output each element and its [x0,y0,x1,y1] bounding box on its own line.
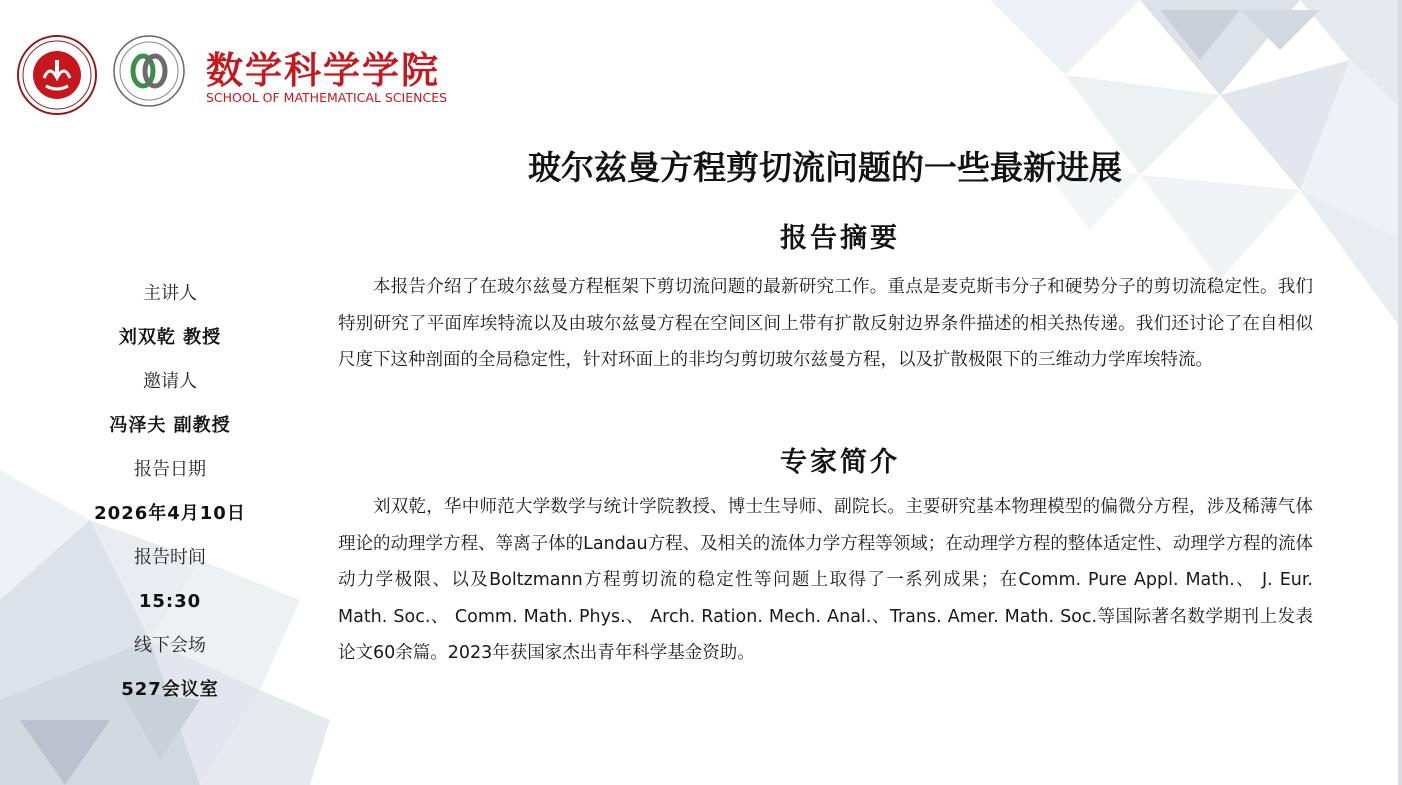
venue-value: 527会议室 [121,679,219,700]
event-info [70,272,270,712]
school-name-english: SCHOOL OF MATHEMATICAL SCIENCES [206,90,448,105]
time-value: 15:30 [138,591,202,612]
venue-label: 线下会场 [134,635,206,656]
university-seal-icon [16,34,98,116]
page-title: 玻尔兹曼方程剪切流问题的一些最新进展 [528,148,1122,187]
speaker-label: 主讲人 [143,283,197,304]
school-emblem-icon [112,34,186,108]
date-value: 2026年4月10日 [94,503,246,524]
time-label: 报告时间 [134,547,206,568]
abstract-heading: 报告摘要 [780,223,900,254]
host-label: 邀请人 [143,371,197,392]
speaker-name: 刘双乾 教授 [118,327,222,348]
bio-heading: 专家简介 [780,447,900,478]
bio-text: 刘双乾，华中师范大学数学与统计学院教授、博士生导师、副院长。主要研究基本物理模型的偏微分方程，涉及稀薄气体理论的动理学方程、等离子体的Landau方程、及相关的流体力学方程等领域；在动理学方程的整体适定性、动理学方程的流体动力学极限、以及Boltzmann方程剪切流的稳定性等问题上取得了一系列成果；在Comm. Pure Appl. Math.、 J. Eur. Math. Soc.、 Comm. Math. Phys.、 Arch. Ration. Mech. Anal.、Trans. Amer. Math. Soc.等国际著名数学期刊上发表论文60余篇。2023年获国家杰出青年科学基金资助。 [338,497,1313,663]
school-name-chinese: 数学科学学院 [206,49,440,92]
right-edge-bar [1398,0,1402,785]
host-name: 冯泽夫 副教授 [109,415,231,436]
abstract-text: 本报告介绍了在玻尔兹曼方程框架下剪切流问题的最新研究工作。重点是麦克斯韦分子和硬势分子的剪切流稳定性。我们特别研究了平面库埃特流以及由玻尔兹曼方程在空间区间上带有扩散反射边界条件描述的相关热传递。我们还讨论了在自相似尺度下这种剖面的全局稳定性，针对环面上的非均匀剪切玻尔兹曼方程，以及扩散极限下的三维动力学库埃特流。 [338,277,1313,370]
date-label: 报告日期 [134,459,206,480]
